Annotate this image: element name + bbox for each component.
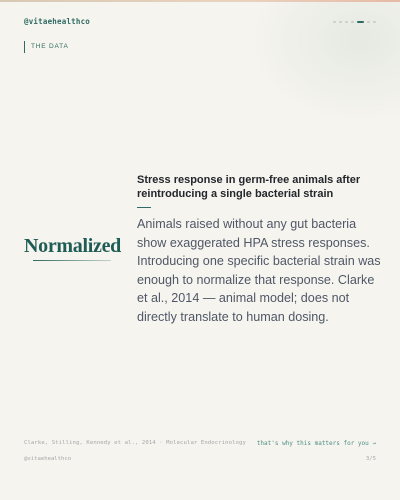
top-accent-rule (0, 0, 400, 2)
brand-handle: @vitaehealthco (24, 17, 91, 26)
content-body: Animals raised without any gut bacteria show exaggerated HPA stress responses. Introducing one specific bacterial strain was enough to normalize that response. Clarke et al., 2014 — animal model; does not directly translate to human dosing. (137, 217, 381, 324)
footer-handle: @vitaehealthco (24, 456, 72, 462)
progress-segment (351, 21, 354, 23)
progress-segment (339, 21, 342, 23)
stat-word: Normalized (24, 235, 121, 257)
footer-teaser: that's why this matters for you → (256, 440, 376, 447)
progress-segment (333, 21, 336, 23)
footer-citation: Clarke, Stilling, Kennedy et al., 2014 · Molecular Endocrinology (24, 440, 246, 446)
section-tag: THE DATA (24, 41, 69, 53)
stat-underline (33, 260, 111, 261)
headline-divider (137, 207, 151, 208)
slide-progress-indicator (333, 21, 376, 23)
progress-segment (373, 21, 376, 23)
footer-page-number: 3/5 (365, 456, 376, 462)
progress-segment (367, 21, 370, 23)
progress-segment (345, 21, 348, 23)
content-headline: Stress response in germ-free animals after reintroducing a single bacterial strain (137, 174, 361, 200)
progress-segment-active (357, 21, 364, 23)
